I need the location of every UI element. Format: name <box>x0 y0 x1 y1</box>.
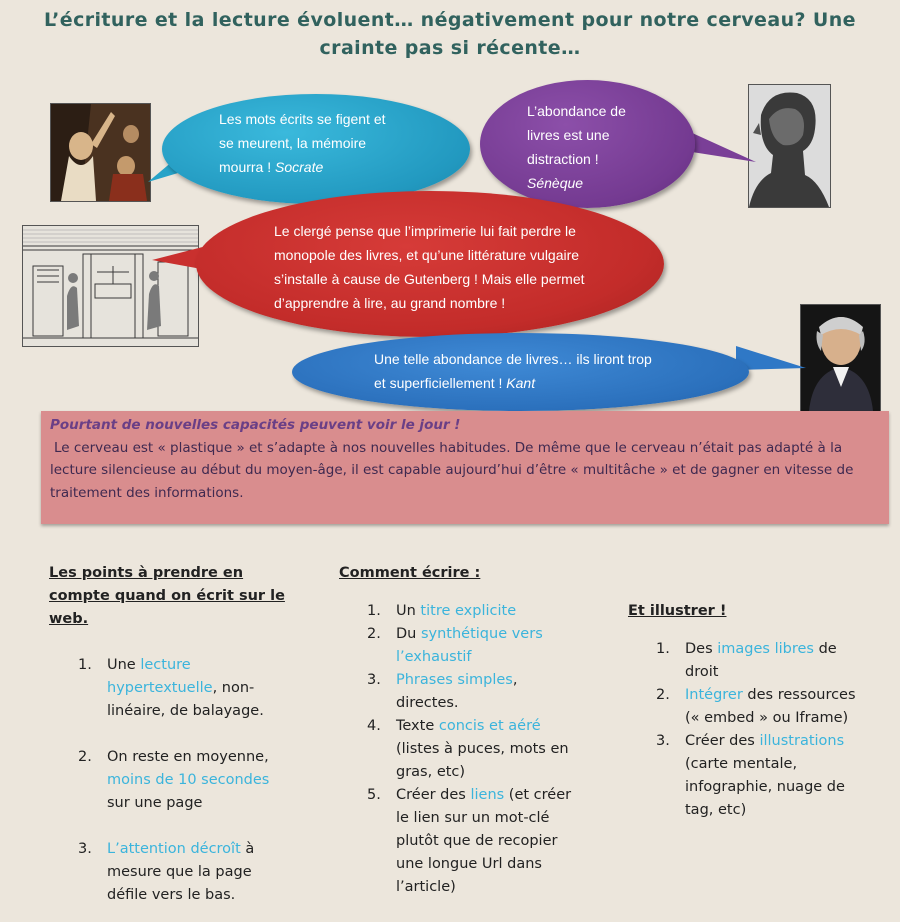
list-item: 1. Un titre explicite <box>367 603 517 619</box>
list-item: 3. Créer des illustrations (carte mentale, infographie, nuage de tag, etc) <box>656 733 845 818</box>
clerge-speech-bubble <box>196 191 664 337</box>
list-item: 2. On reste en moyenne, moins de 10 secondes sur une page <box>78 749 270 811</box>
seneque-quote-line: livres est une <box>527 127 610 143</box>
seneca-bust-photo <box>748 84 831 208</box>
list-item: 2. Intégrer des ressources (« embed » ou Iframe) <box>656 687 856 726</box>
socrate-quote-line: mourra ! <box>219 159 272 175</box>
title-line-2: crainte pas si récente… <box>319 37 581 59</box>
col2-heading: Comment écrire : <box>339 565 481 581</box>
clerge-quote-line: s’installe à cause de Gutenberg ! Mais elle permet <box>274 271 585 287</box>
list-item: 3. L’attention décroît à mesure que la page défile vers le bas. <box>78 841 255 903</box>
kant-quote-line: Une telle abondance de livres… ils liront trop <box>374 351 652 367</box>
title-line-1: L’écriture et la lecture évoluent… négativement pour notre cerveau? Une <box>44 9 856 31</box>
socrate-speech-bubble <box>162 94 470 204</box>
kant-quote-line: et superficiellement ! <box>374 375 503 391</box>
seneque-bubble-tail <box>690 128 756 168</box>
writing-tips-column <box>339 562 579 899</box>
socrate-quote-line: Les mots écrits se figent et <box>219 111 386 127</box>
info-box-intro: Pourtant de nouvelles capacités peuvent voir le jour ! <box>50 417 461 433</box>
socrates-painting <box>50 103 151 202</box>
list-item: 1. Des images libres de droit <box>656 641 837 680</box>
seneque-speech-bubble <box>480 80 695 208</box>
col1-heading: Les points à prendre en compte quand on écrit sur le web. <box>49 565 285 627</box>
clerge-quote-line: d’apprendre à lire, au grand nombre ! <box>274 295 506 311</box>
kant-author: Kant <box>506 375 536 391</box>
col3-list <box>656 638 868 822</box>
list-item: 3. Phrases simples, directes. <box>367 672 518 711</box>
socrate-author: Socrate <box>275 159 324 175</box>
list-item: 2. Du synthétique vers l’exhaustif <box>367 626 543 665</box>
list-item: 5. Créer des liens (et créer le lien sur un mot-clé plutôt que de recopier une longue Url dans l’article) <box>367 787 572 895</box>
seneque-author: Sénèque <box>527 175 584 191</box>
list-item: 1. Une lecture hypertextuelle, non-linéaire, de balayage. <box>78 657 264 719</box>
illustrate-column <box>628 600 868 822</box>
web-points-column <box>49 562 289 907</box>
info-box-body: Le cerveau est « plastique » et s’adapte à nos nouvelles habitudes. De même que le cerveau n’était pas adapté à la lecture silencieuse au début du moyen-âge, il est capable aujourd’hui d’être « multitâche » et de gagner en vitesse de traitement des informations. <box>50 439 854 501</box>
col2-list <box>367 600 579 899</box>
seneque-quote-line: L’abondance de <box>527 103 626 119</box>
page-title <box>0 6 900 62</box>
seneque-quote-line: distraction ! <box>527 151 599 167</box>
kant-speech-bubble <box>292 333 749 411</box>
col1-list <box>78 654 289 907</box>
clerge-quote-line: Le clergé pense que l’imprimerie lui fait perdre le <box>274 223 576 239</box>
socrate-quote-line: se meurent, la mémoire <box>219 135 367 151</box>
clerge-quote-line: monopole des livres, et qu’une littérature vulgaire <box>274 247 580 263</box>
list-item: 4. Texte concis et aéré (listes à puces, mots en gras, etc) <box>367 718 569 780</box>
plasticity-info-box <box>41 411 889 524</box>
kant-portrait <box>800 304 881 412</box>
col3-heading: Et illustrer ! <box>628 603 727 619</box>
